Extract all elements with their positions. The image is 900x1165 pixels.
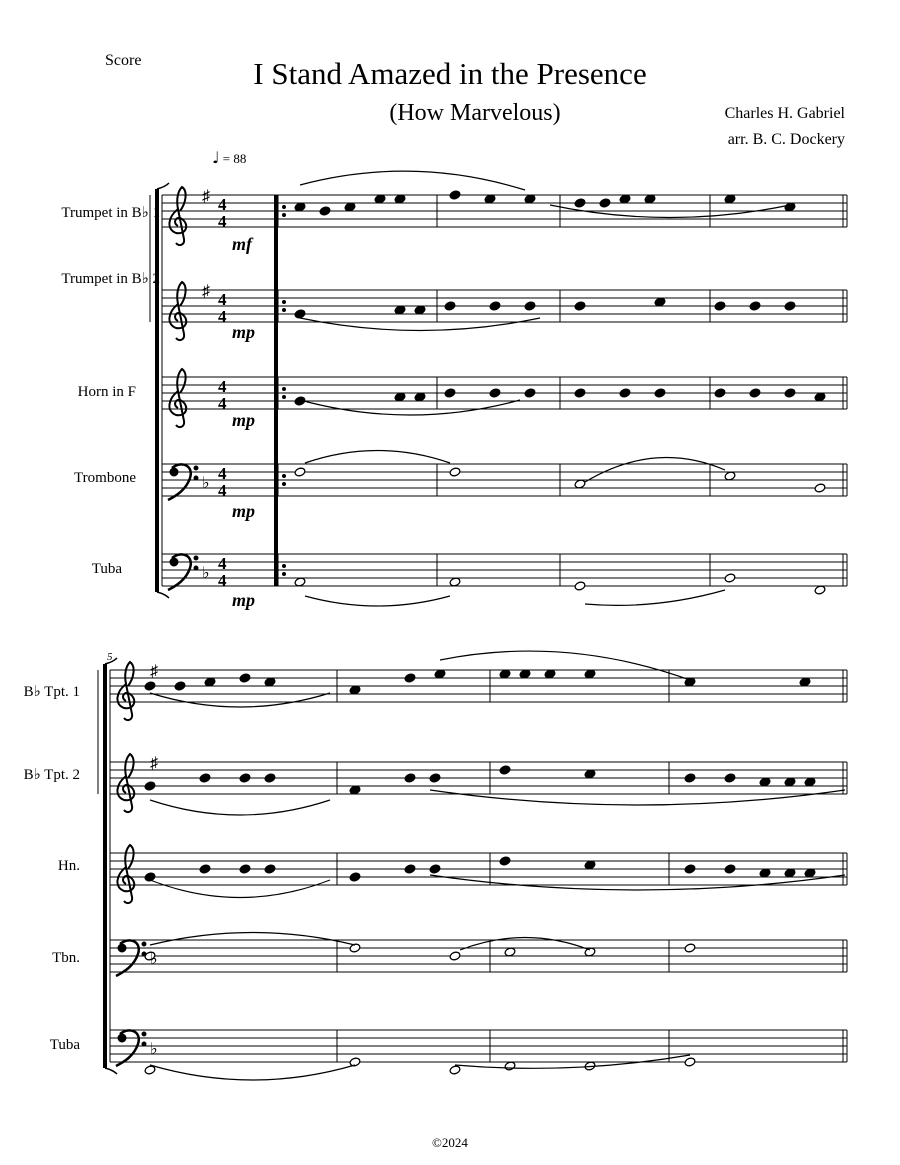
time-sig-bottom: 4 [218,307,227,326]
sharp-key-icon: ♯ [150,663,158,680]
note-head [749,388,761,398]
note-head [524,388,536,398]
note-head [749,301,761,311]
note-head [814,483,826,493]
treble-clef-icon [169,282,186,340]
note-head [319,206,331,216]
slur [585,458,725,483]
repeat-dot [282,387,286,391]
flat-key-icon: ♭ [150,951,158,968]
slur [150,800,330,815]
dynamic-mark: mp [232,322,256,342]
note-head [429,773,441,783]
note-head [489,388,501,398]
instrument-abbrev-trombone: Tbn. [52,950,80,966]
slur [150,933,355,946]
note-head [444,301,456,311]
note-head [199,773,211,783]
repeat-dot [282,395,286,399]
note-head [444,388,456,398]
instrument-abbrev-trumpet-2: B♭ Tpt. 2 [23,767,80,783]
tempo-value: = 88 [222,151,247,166]
note-head [784,301,796,311]
instrument-name-tuba: Tuba [91,561,122,577]
note-head [144,781,156,791]
repeat-dot [282,300,286,304]
instrument-abbrev-trumpet-1: B♭ Tpt. 1 [23,684,80,700]
bracket-bottom [157,592,169,598]
note-head [199,864,211,874]
note-head [489,301,501,311]
repeat-dot [282,482,286,486]
slur [300,171,525,190]
instrument-name-trombone: Trombone [74,470,136,486]
note-head [404,773,416,783]
note-head [239,673,251,683]
note-head [449,951,461,961]
note-head [574,198,586,208]
repeat-dot [282,213,286,217]
note-head [429,864,441,874]
dynamic-mark: mp [232,410,256,430]
slur [430,790,845,805]
slur [300,400,520,415]
repeat-dot [282,564,286,568]
treble-clef-icon [117,845,134,903]
bass-clef-icon [168,464,198,500]
bass-clef-icon [116,940,146,976]
time-sig-top: 4 [218,464,227,483]
note-head [499,765,511,775]
repeat-dot [282,308,286,312]
slur [440,651,690,680]
note-head [724,773,736,783]
note-head [684,943,696,953]
flat-key-icon: ♭ [202,475,210,492]
note-head [714,301,726,311]
note-head [684,1057,696,1067]
arranger-credit: arr. B. C. Dockery [727,131,845,148]
note-head [619,388,631,398]
quarter-note-icon: ♩ [212,148,220,167]
time-sig-bottom: 4 [218,481,227,500]
note-head [784,388,796,398]
time-sig-top: 4 [218,377,227,396]
note-head [599,198,611,208]
bass-clef-icon [168,554,198,590]
bass-clef-icon [116,1030,146,1066]
repeat-dot [282,205,286,209]
time-sig-top: 4 [218,195,227,214]
flat-key-icon: ♭ [202,565,210,582]
instrument-name-trumpet-1: Trumpet in B♭ 1 [61,205,160,221]
note-head [264,864,276,874]
score-label: Score [105,52,142,69]
note-head [294,309,306,319]
slur [585,590,725,605]
slur [305,451,450,464]
note-head [449,467,461,477]
repeat-dot [282,474,286,478]
note-head [724,573,736,583]
slur [305,596,450,606]
sharp-key-icon: ♯ [202,283,210,300]
note-head [684,773,696,783]
treble-clef-icon [169,187,186,245]
note-head [714,388,726,398]
note-head [349,872,361,882]
time-sig-top: 4 [218,290,227,309]
note-head [499,856,511,866]
slur [150,1065,355,1080]
instrument-abbrev-tuba: Tuba [49,1037,80,1053]
repeat-dot [282,572,286,576]
note-head [239,864,251,874]
note-head [294,467,306,477]
copyright: ©2024 [432,1135,468,1150]
time-sig-bottom: 4 [218,571,227,590]
instrument-abbrev-horn: Hn. [57,858,80,874]
note-head [574,301,586,311]
treble-clef-icon [169,369,186,427]
treble-clef-icon [117,662,134,720]
note-head [404,673,416,683]
bracket-top [157,183,169,189]
time-sig-bottom: 4 [218,394,227,413]
note-head [264,773,276,783]
subtitle: (How Marvelous) [389,100,561,126]
dynamic-mark: mp [232,501,256,521]
flat-key-icon: ♭ [150,1041,158,1058]
instrument-name-trumpet-2: Trumpet in B♭ 2 [61,271,160,287]
dynamic-mark: mp [232,590,256,610]
sharp-key-icon: ♯ [150,755,158,772]
bracket-bottom [105,1068,117,1074]
note-head [724,864,736,874]
note-head [654,388,666,398]
slur [150,693,330,707]
note-head [144,681,156,691]
note-head [449,190,461,200]
note-head [174,681,186,691]
page-title: I Stand Amazed in the Presence [253,56,647,91]
note-head [574,388,586,398]
composer-credit: Charles H. Gabriel [724,105,845,122]
note-head [239,773,251,783]
measure-number: 5 [107,651,113,663]
note-head [524,301,536,311]
note-head [574,581,586,591]
time-sig-top: 4 [218,554,227,573]
slur [150,880,330,898]
note-head [404,864,416,874]
time-sig-bottom: 4 [218,212,227,231]
dynamic-mark: mf [232,234,252,254]
note-head [449,1065,461,1075]
instrument-name-horn: Horn in F [77,384,136,400]
note-head [684,864,696,874]
treble-clef-icon [117,754,134,812]
sharp-key-icon: ♯ [202,188,210,205]
slur [300,318,540,331]
